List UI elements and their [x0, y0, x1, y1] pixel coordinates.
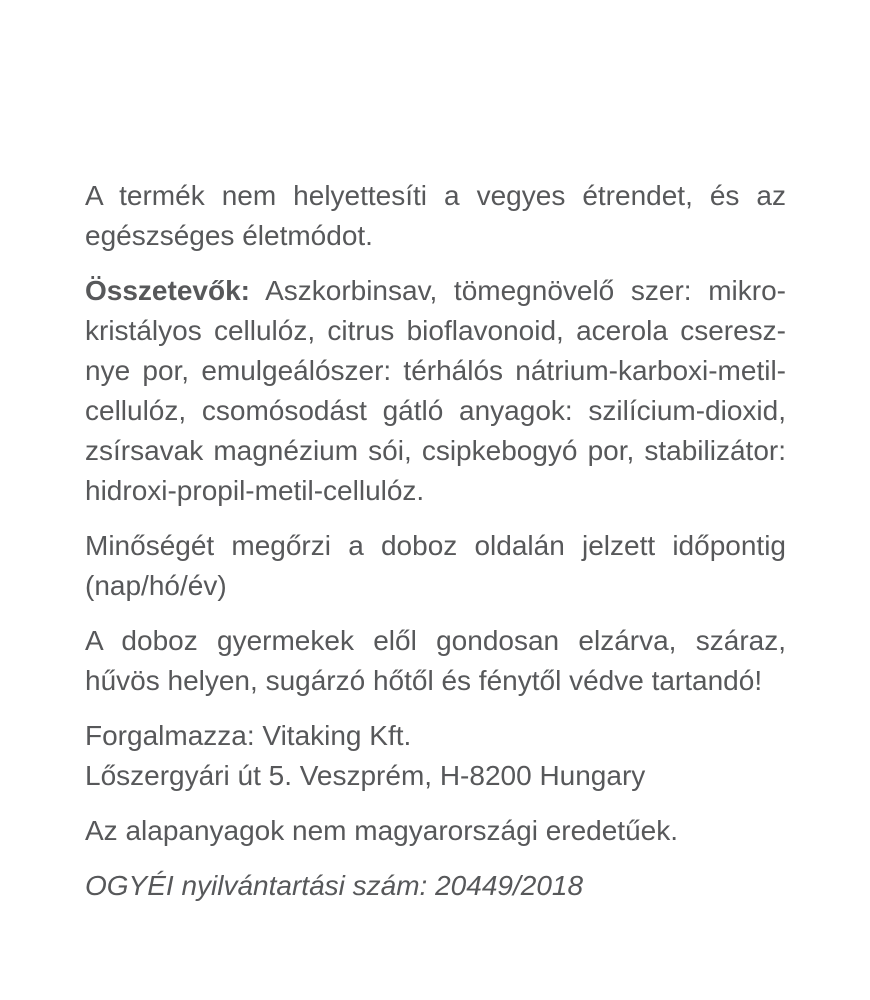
ingredients-line1-rest: Aszkorbinsav, tömegnövelő szer: mikro- [249, 275, 786, 306]
text-line: kristályos cellulóz, citrus bioflavonoid, acerola cseresz- [85, 315, 786, 346]
text-line: nye por, emulgeálószer: térhálós nátrium-karboxi-metil- [85, 355, 786, 386]
text-line: (nap/hó/év) [85, 570, 227, 601]
distributor-address-line: Lőszergyári út 5. Veszprém, H-8200 Hungary [85, 760, 646, 791]
paragraph-storage-warning [85, 621, 786, 701]
paragraph-best-before [85, 526, 786, 606]
text-line [85, 271, 786, 311]
text-line: cellulóz, csomósodást gátló anyagok: szilícium-dioxid, [85, 395, 786, 426]
paragraph-registration-number [85, 866, 786, 906]
text-line: Az alapanyagok nem magyarországi eredetűek. [85, 815, 679, 846]
text-line: A termék nem helyettesíti a vegyes étrendet, és az [85, 180, 786, 211]
text-line: Minőségét megőrzi a doboz oldalán jelzett időpontig [85, 530, 786, 561]
text-line: zsírsavak magnézium sói, csipkebogyó por, stabilizátor: [85, 435, 786, 466]
ingredients-label: Összetevők: [85, 275, 250, 306]
text-line: hűvös helyen, sugárzó hőtől és fénytől védve tartandó! [85, 665, 763, 696]
text-line: A doboz gyermekek elől gondosan elzárva, száraz, [85, 625, 786, 656]
paragraph-origin-note [85, 811, 786, 851]
text-line: hidroxi-propil-metil-cellulóz. [85, 475, 425, 506]
text-line: egészséges életmódot. [85, 220, 373, 251]
distributor-name-line: Forgalmazza: Vitaking Kft. [85, 720, 412, 751]
paragraph-ingredients [85, 271, 786, 511]
text-line: OGYÉI nyilvántartási szám: 20449/2018 [85, 870, 584, 901]
paragraph-diet-disclaimer [85, 176, 786, 256]
paragraph-distributor [85, 716, 786, 796]
